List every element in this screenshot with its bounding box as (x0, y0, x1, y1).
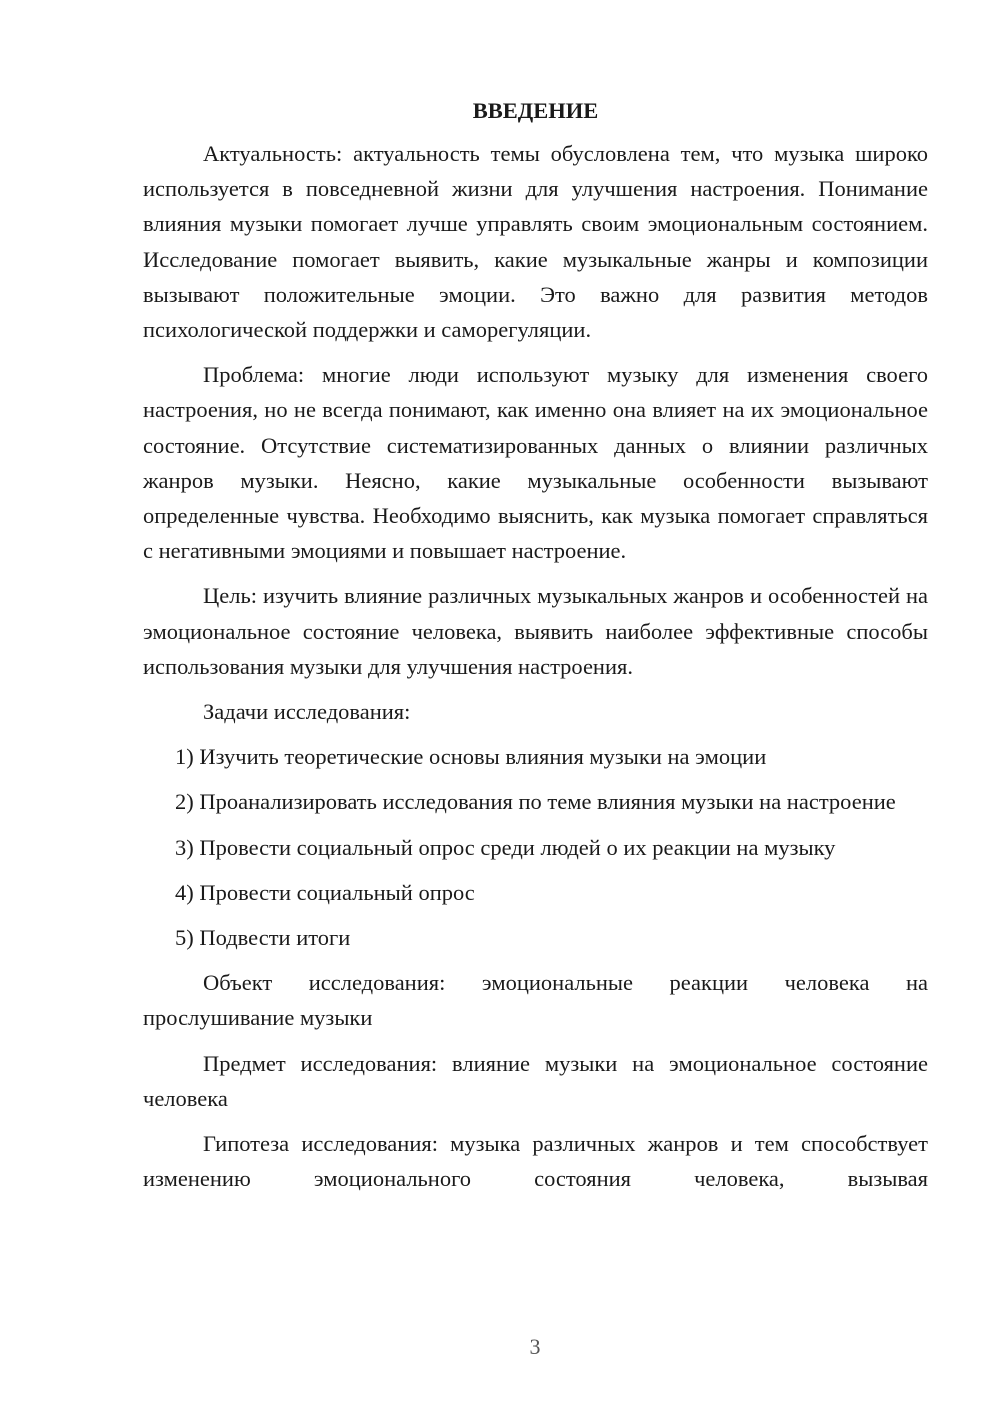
task-item-1: 1) Изучить теоретические основы влияния музыки на эмоции (175, 744, 767, 770)
subject-paragraph: Предмет исследования: влияние музыки на эмоциональное состояние человека (143, 1050, 928, 1111)
object-paragraph: Объект исследования: эмоциональные реакции человека на прослушивание музыки (143, 970, 928, 1031)
page-title: ВВЕДЕНИЕ (472, 98, 599, 123)
task-item-3: 3) Провести социальный опрос среди людей о их реакции на музыку (175, 834, 836, 860)
relevance-paragraph: Актуальность: актуальность темы обусловлена тем, что музыка широко используется в повседневной жизни для улучшения настроения. Понимание влияния музыки помогает лучше управлять своим эмоциональным состоянием. Исследование помогает выявить, какие музыкальные жанры и композиции вызывают положительные эмоции. Это важно для развития методов психологической поддержки и саморегуляции. (143, 141, 928, 343)
problem-paragraph: Проблема: многие люди используют музыку для изменения своего настроения, но не всегда понимают, как именно она влияет на их эмоциональное состояние. Отсутствие систематизированных данных о влиянии различных жанров музыки. Неясно, какие музыкальные особенности вызывают определенные чувства. Необходимо выяснить, как музыка помогает справляться с негативными эмоциями и повышает настроение. (143, 362, 928, 564)
page-number: 3 (529, 1334, 541, 1359)
page-content (143, 96, 928, 1196)
tasks-heading: Задачи исследования: (203, 699, 411, 725)
hypothesis-paragraph: Гипотеза исследования: музыка различных жанров и тем способствует изменению эмоционального состояния человека, вызывая (143, 1131, 928, 1192)
goal-paragraph: Цель: изучить влияние различных музыкальных жанров и особенностей на эмоциональное состояние человека, выявить наиболее эффективные способы использования музыки для улучшения настроения. (143, 583, 928, 679)
task-item-4: 4) Провести социальный опрос (175, 879, 475, 905)
task-item-2: 2) Проанализировать исследования по теме влияния музыки на настроение (175, 789, 896, 815)
task-item-5: 5) Подвести итоги (175, 925, 351, 951)
